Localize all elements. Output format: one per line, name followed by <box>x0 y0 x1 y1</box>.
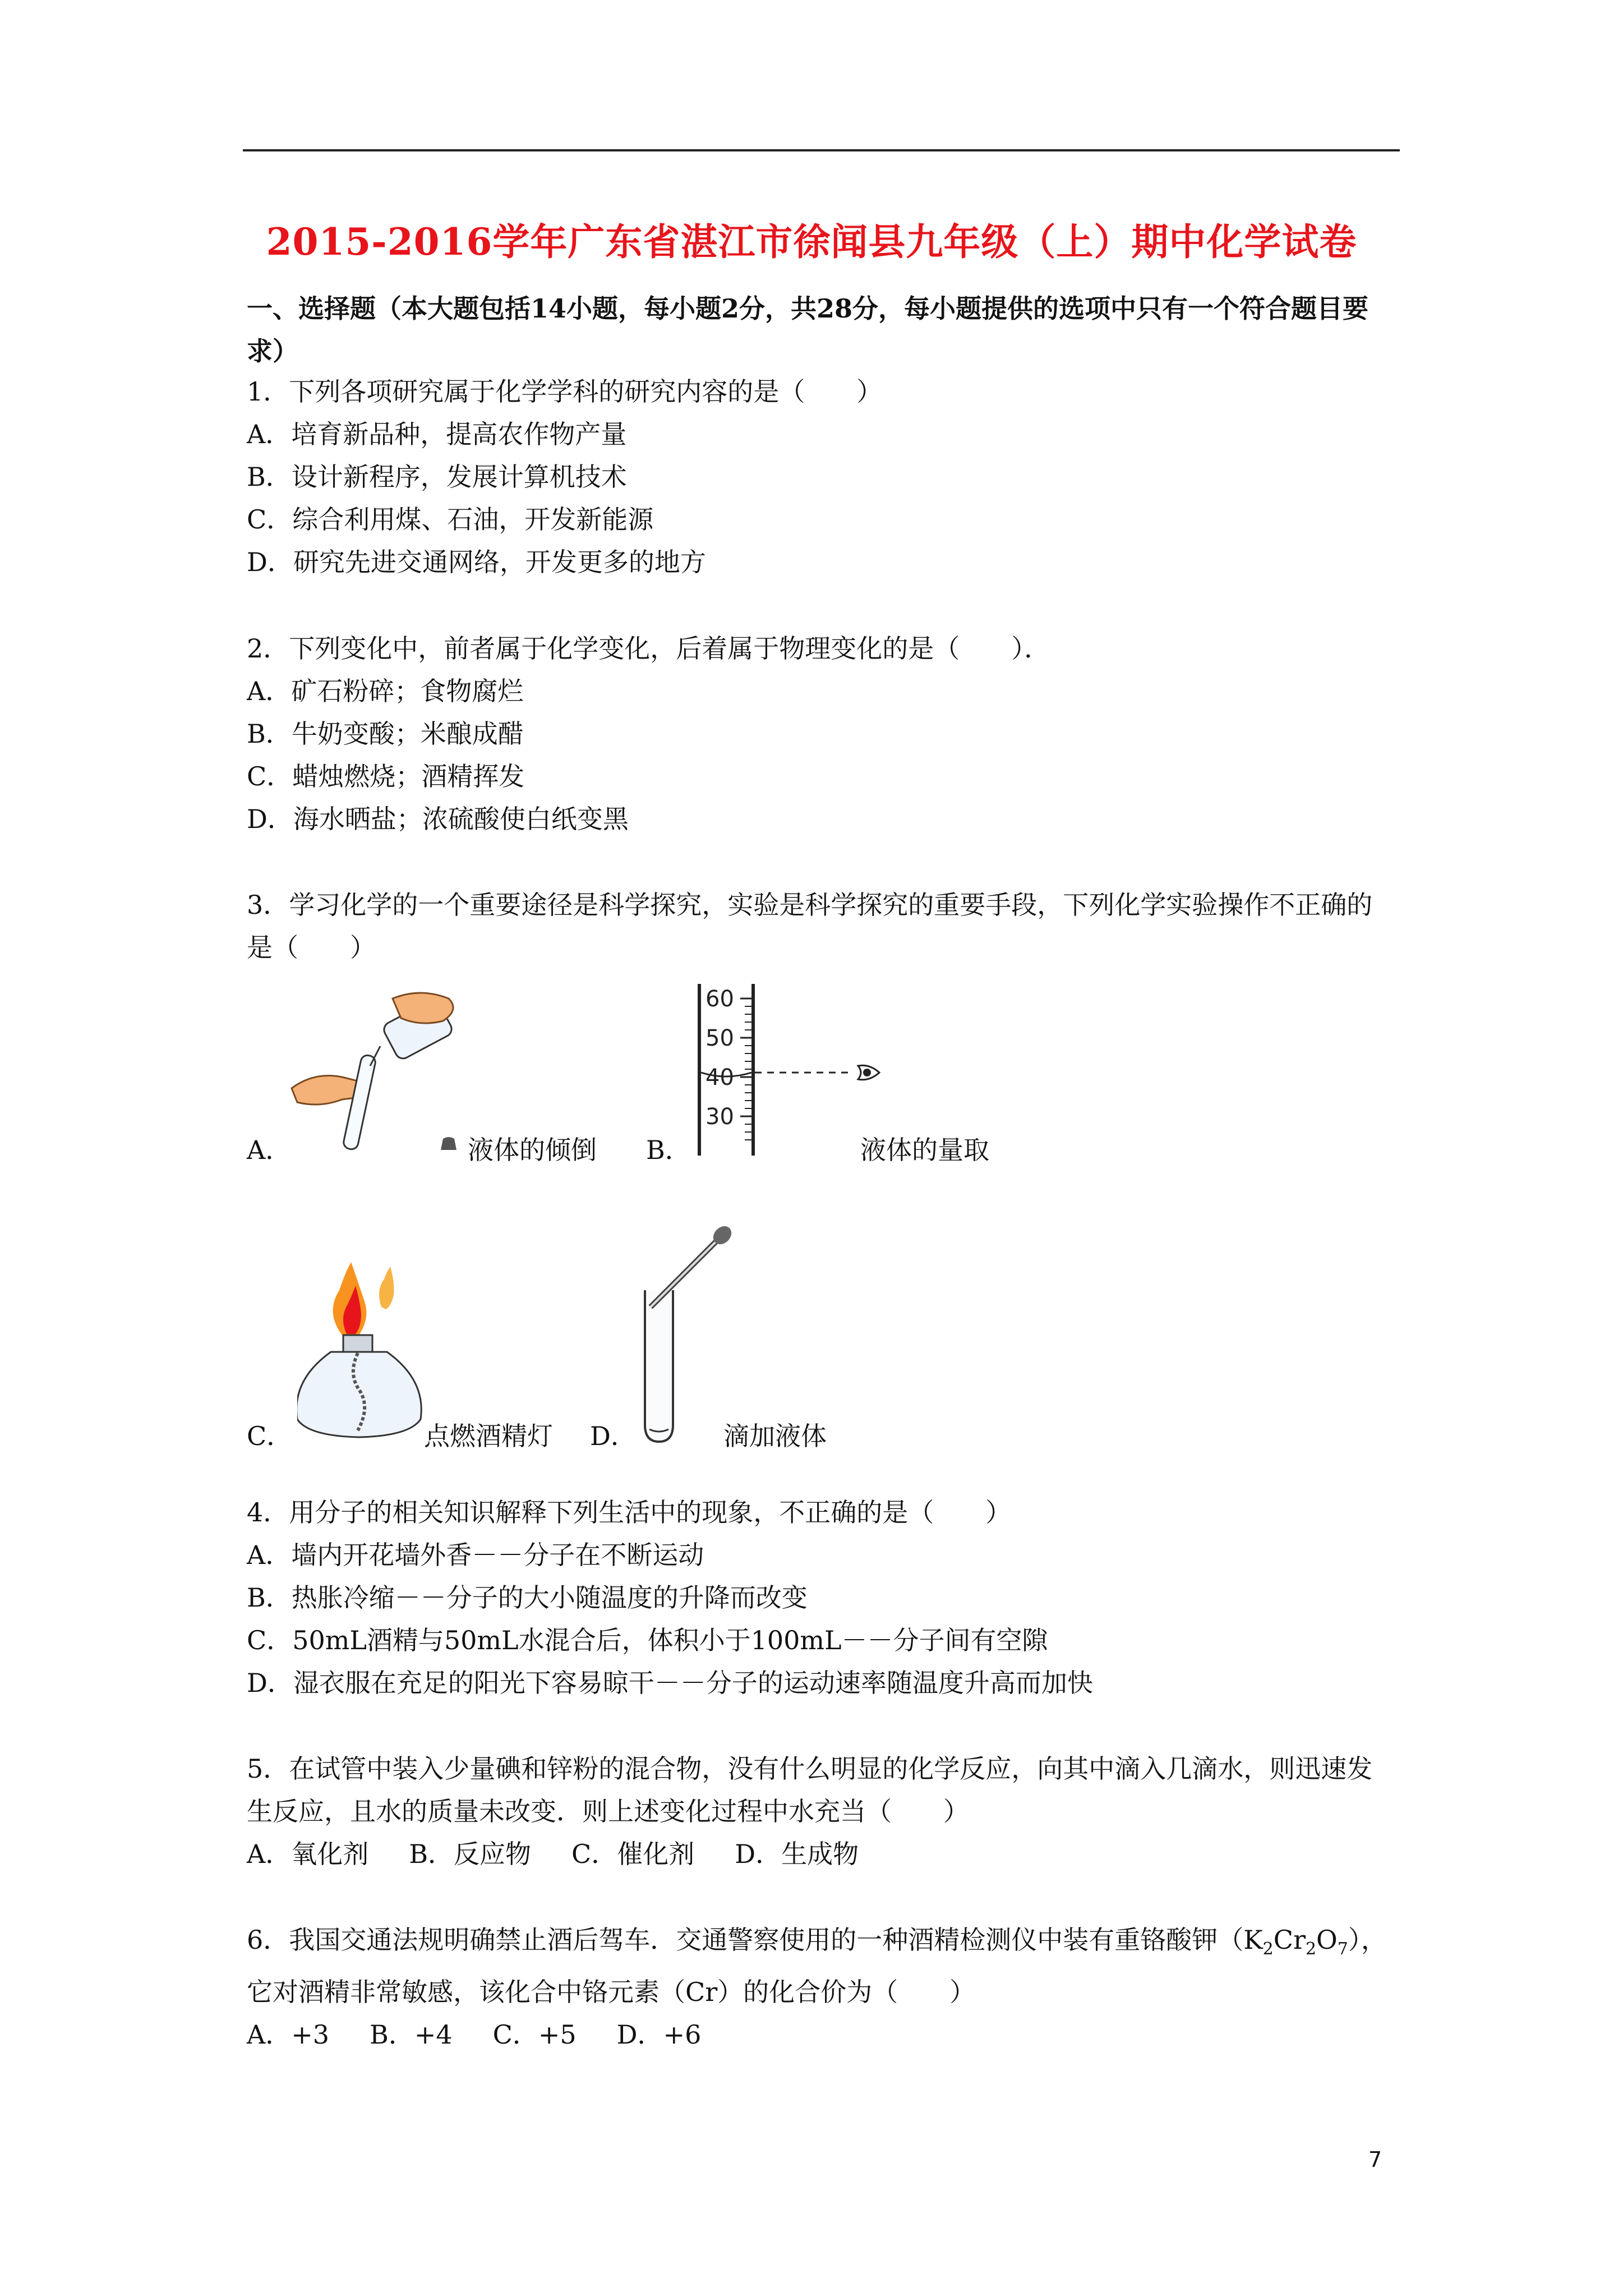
dropper-test-tube-illustration <box>628 1223 740 1447</box>
question-3 <box>247 884 1391 969</box>
question-1-option-a: A．培育新品种，提高农作物产量 <box>247 419 627 449</box>
section-heading: 一、选择题（本大题包括14小题，每小题2分，共28分，每小题提供的选项中只有一个符合题目要求） <box>247 293 1369 366</box>
formula-k2cr2o7 <box>1243 1925 1348 1959</box>
cylinder-tick-30: 30 <box>706 1104 734 1130</box>
question-4-stem: 4．用分子的相关知识解释下列生活中的现象，不正确的是（ ） <box>247 1497 1012 1527</box>
pouring-liquid-illustration <box>280 987 471 1156</box>
formula-sub-2b: 2 <box>1305 1939 1317 1959</box>
question-5-options <box>247 1833 1391 1875</box>
question-4-option-a: A．墙内开花墙外香－－分子在不断运动 <box>247 1540 704 1570</box>
question-6-option-c: C．+5 <box>492 2019 577 2050</box>
question-5-option-c: C．催化剂 <box>571 1839 695 1869</box>
question-6-option-d: D．+6 <box>616 2019 702 2050</box>
formula-sub-7: 7 <box>1337 1939 1348 1959</box>
question-2-option-a: A．矿石粉碎；食物腐烂 <box>247 676 524 706</box>
question-4-option-b: B．热胀冷缩－－分子的大小随温度的升降而改变 <box>247 1582 808 1613</box>
question-6-options <box>247 2013 1391 2056</box>
option-c-text: 点燃酒精灯 <box>424 1421 553 1451</box>
question-5 <box>247 1747 1391 1875</box>
page-number: 7 <box>1368 2147 1382 2172</box>
question-4 <box>247 1491 1408 1704</box>
formula-sub-2a: 2 <box>1262 1939 1274 1959</box>
question-4-option-c: C．50mL酒精与50mL水混合后，体积小于100mL－－分子间有空隙 <box>247 1625 1048 1655</box>
option-d-letter: D． <box>590 1421 637 1451</box>
alcohol-lamp-illustration <box>297 1251 432 1447</box>
question-3-figures-ab <box>247 987 1424 1167</box>
header-rule <box>243 149 1400 151</box>
formula-cr: Cr <box>1273 1925 1306 1955</box>
question-1-option-b: B．设计新程序，发展计算机技术 <box>247 462 627 492</box>
question-2-option-d: D．海水晒盐；浓硫酸使白纸变黑 <box>247 804 629 834</box>
cylinder-tick-60: 60 <box>706 986 734 1012</box>
question-1-stem: 1．下列各项研究属于化学学科的研究内容的是（ ） <box>247 376 883 407</box>
question-1 <box>247 370 1408 583</box>
question-1-option-d: D．研究先进交通网络，开发更多的地方 <box>247 547 706 577</box>
formula-o: O <box>1316 1925 1338 1955</box>
question-6-stem <box>247 1918 1391 2013</box>
cylinder-tick-40: 40 <box>706 1065 734 1091</box>
formula-k: K <box>1243 1925 1263 1955</box>
option-a-letter: A． <box>247 1135 292 1165</box>
question-2-option-b: B．牛奶变酸；米酿成醋 <box>247 719 524 749</box>
question-2-option-c: C．蜡烛燃烧；酒精挥发 <box>247 761 525 792</box>
question-1-option-c: C．综合利用煤、石油，开发新能源 <box>247 504 654 535</box>
option-b-letter: B． <box>646 1135 691 1165</box>
question-6-option-b: B．+4 <box>370 2019 453 2050</box>
option-d-text: 滴加液体 <box>723 1421 827 1451</box>
question-5-option-a: A．氧化剂 <box>247 1839 369 1869</box>
option-b-text: 液体的量取 <box>860 1135 989 1165</box>
question-3-figures-cd <box>247 1228 1424 1453</box>
question-6-option-a: A．+3 <box>247 2019 330 2050</box>
question-6-stem-post: ），它对酒精非常敏感，该化合中铬元素（Cr）的化合价为（ ） <box>247 1925 1387 2008</box>
question-5-option-b: B．反应物 <box>409 1839 532 1869</box>
question-4-option-d: D．湿衣服在充足的阳光下容易晾干－－分子的运动速率随温度升高而加快 <box>247 1668 1093 1698</box>
page-title: 2015-2016学年广东省湛江市徐闻县九年级（上）期中化学试卷 <box>266 220 1357 264</box>
question-3-stem: 3．学习化学的一个重要途径是科学探究，实验是科学探究的重要手段，下列化学实验操作不正确的是（ ） <box>247 890 1373 963</box>
option-c-letter: C． <box>247 1421 293 1451</box>
option-a-text: 液体的倾倒 <box>468 1135 597 1165</box>
question-2 <box>247 627 1408 840</box>
question-5-stem: 5．在试管中装入少量碘和锌粉的混合物，没有什么明显的化学反应，向其中滴入几滴水，则迅速发生反应，且水的质量未改变．则上述变化过程中水充当（ ） <box>247 1754 1373 1826</box>
question-5-option-d: D．生成物 <box>735 1839 859 1869</box>
question-6-stem-pre: 6．我国交通法规明确禁止酒后驾车．交通警察使用的一种酒精检测仪中装有重铬酸钾（ <box>247 1925 1244 1955</box>
question-2-stem: 2．下列变化中，前者属于化学变化，后着属于物理变化的是（ ）． <box>247 633 1050 664</box>
question-6 <box>247 1918 1391 2056</box>
cylinder-tick-50: 50 <box>706 1025 734 1051</box>
bottle-stopper-icon <box>437 1134 460 1154</box>
